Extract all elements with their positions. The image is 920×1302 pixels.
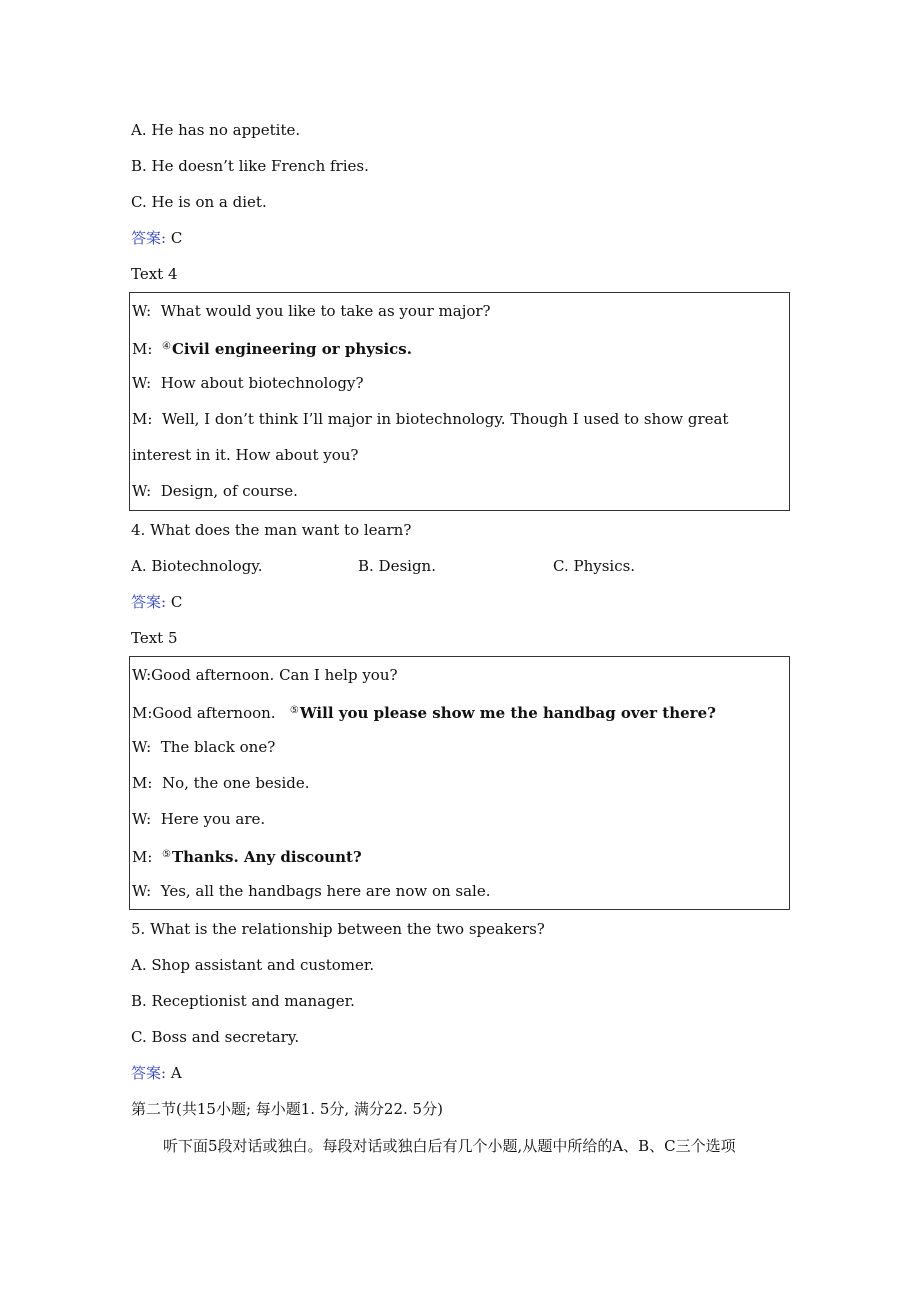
answer-value: C [170,593,183,611]
utterance: Design, of course. [160,482,298,500]
speaker: M: [132,848,153,866]
answer-label: 答案: [131,229,167,247]
q5-answer [131,1063,182,1083]
annotation-mark: ⑤ [289,705,299,716]
utterance: Good afternoon. Can I help you? [151,666,398,684]
text5-title: Text 5 [131,629,178,647]
answer-value: C [170,229,183,247]
annotation-mark: ④ [161,341,171,352]
speaker: W: [132,482,152,500]
answer-label: 答案: [131,1064,167,1082]
speaker: M: [132,340,153,358]
section2-heading: 第二节(共15小题; 每小题1. 5分, 满分22. 5分) [131,1100,443,1118]
dialogue-line [132,701,716,723]
dialogue-line [132,409,728,429]
utterance: Here you are. [160,810,266,828]
utterance: The black one? [160,738,276,756]
dialogue-line-continued [132,445,358,465]
dialogue-line [132,665,398,685]
utterance: Well, I don’t think I’ll major in biotechnology. Though I used to show great [161,410,729,428]
dialogue-line [132,773,310,793]
q4-question: 4. What does the man want to learn? [131,521,412,539]
q4-answer [131,592,182,612]
q4-option-c: C. Physics. [553,557,636,575]
speaker: W: [132,882,152,900]
q5-option-c: C. Boss and secretary. [131,1028,300,1046]
dialogue-line [132,845,362,867]
utterance: How about biotechnology? [160,374,364,392]
q3-option-a: A. He has no appetite. [131,121,301,139]
speaker: W: [132,302,152,320]
speaker: W: [132,666,152,684]
section2-instruction: 听下面5段对话或独白。每段对话或独白后有几个小题,从题中所给的A、B、C三个选项 [163,1137,736,1155]
dialogue-line [132,881,491,901]
q3-option-c: C. He is on a diet. [131,193,267,211]
speaker: M: [132,704,153,722]
dialogue-line [132,337,412,359]
utterance: What would you like to take as your major? [160,302,491,320]
utterance: Yes, all the handbags here are now on sale. [160,882,491,900]
text4-title: Text 4 [131,265,178,283]
annotation-mark: ⑤ [161,849,171,860]
speaker: W: [132,738,152,756]
utterance-emphasis: Will you please show me the handbag over there? [299,704,716,722]
utterance: Thanks. Any discount? [171,848,362,866]
dialogue-line [132,481,298,501]
utterance: No, the one beside. [161,774,310,792]
speaker: M: [132,774,153,792]
q3-option-b: B. He doesn’t like French fries. [131,157,369,175]
dialogue-line [132,809,265,829]
speaker: M: [132,410,153,428]
answer-label: 答案: [131,593,167,611]
q3-answer [131,228,182,248]
utterance: Good afternoon. [152,704,276,722]
speaker: W: [132,374,152,392]
q5-question: 5. What is the relationship between the two speakers? [131,920,545,938]
dialogue-line [132,737,275,757]
q5-option-a: A. Shop assistant and customer. [131,956,375,974]
answer-value: A [170,1064,182,1082]
text5-transcript-box [129,656,790,910]
utterance: Civil engineering or physics. [171,340,412,358]
speaker: W: [132,810,152,828]
utterance: interest in it. How about you? [132,446,359,464]
q4-option-b: B. Design. [358,557,436,575]
dialogue-line [132,301,491,321]
dialogue-line [132,373,364,393]
text4-transcript-box [129,292,790,511]
q4-option-a: A. Biotechnology. [131,557,263,575]
q5-option-b: B. Receptionist and manager. [131,992,355,1010]
